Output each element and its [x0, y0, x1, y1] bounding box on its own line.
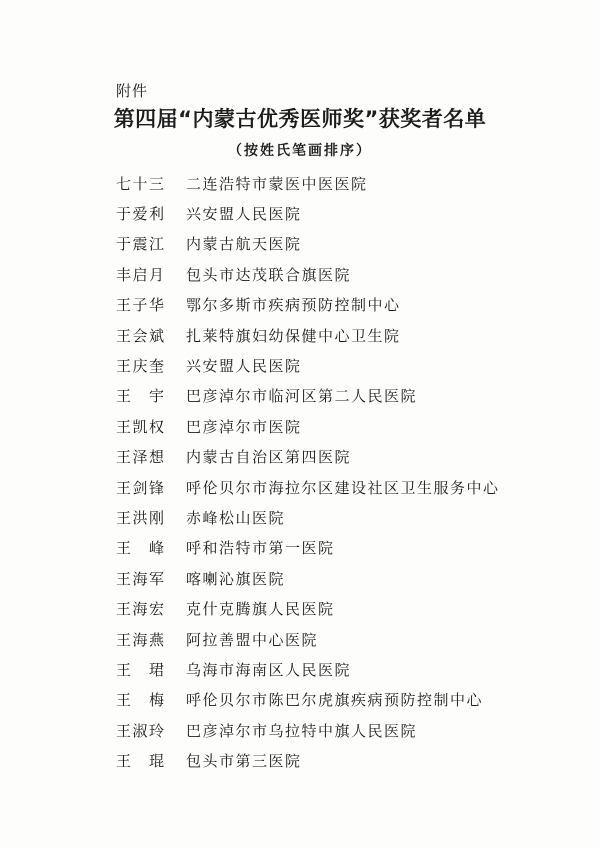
awardee-organization: 喀喇沁旗医院 — [186, 569, 286, 588]
list-item — [116, 381, 556, 411]
list-item — [116, 533, 556, 563]
list-item — [116, 472, 556, 502]
awardee-name: 王子华 — [116, 296, 166, 315]
list-item — [116, 442, 556, 472]
awardee-name: 王海燕 — [116, 630, 166, 649]
awardee-organization: 鄂尔多斯市疾病预防控制中心 — [186, 296, 401, 315]
list-item — [116, 290, 556, 320]
awardee-list — [116, 168, 556, 776]
list-item — [116, 259, 556, 289]
awardee-organization: 内蒙古航天医院 — [186, 235, 302, 254]
list-item — [116, 229, 556, 259]
list-item — [116, 624, 556, 654]
awardee-name: 王剑锋 — [116, 478, 166, 497]
awardee-organization: 扎莱特旗妇幼保健中心卫生院 — [186, 326, 401, 345]
awardee-name: 于震江 — [116, 235, 166, 254]
list-item — [116, 168, 556, 198]
awardee-name: 王庆奎 — [116, 357, 166, 376]
list-item — [116, 502, 556, 532]
awardee-organization: 呼伦贝尔市海拉尔区建设社区卫生服务中心 — [186, 478, 500, 497]
awardee-name: 王 峰 — [116, 539, 166, 558]
awardee-name: 王海宏 — [116, 600, 166, 619]
awardee-name: 王泽想 — [116, 448, 166, 467]
attachment-label: 附件 — [116, 82, 149, 100]
list-item — [116, 654, 556, 684]
list-item — [116, 715, 556, 745]
awardee-organization: 包头市达茂联合旗医院 — [186, 265, 352, 284]
awardee-organization: 二连浩特市蒙医中医医院 — [186, 174, 368, 193]
awardee-organization: 克什克腾旗人民医院 — [186, 600, 335, 619]
awardee-name: 王 梅 — [116, 691, 166, 710]
awardee-name: 王海军 — [116, 569, 166, 588]
awardee-organization: 呼伦贝尔市陈巴尔虎旗疾病预防控制中心 — [186, 691, 484, 710]
list-item — [116, 198, 556, 228]
awardee-organization: 兴安盟人民医院 — [186, 357, 302, 376]
awardee-name: 王会斌 — [116, 326, 166, 345]
awardee-organization: 兴安盟人民医院 — [186, 205, 302, 224]
awardee-organization: 乌海市海南区人民医院 — [186, 660, 352, 679]
list-item — [116, 411, 556, 441]
list-item — [116, 745, 556, 775]
awardee-organization: 巴彦淖尔市临河区第二人民医院 — [186, 387, 418, 406]
list-item — [116, 350, 556, 380]
list-item — [116, 685, 556, 715]
awardee-organization: 包头市第三医院 — [186, 752, 302, 771]
awardee-name: 王 琨 — [116, 752, 166, 771]
awardee-organization: 内蒙古自治区第四医院 — [186, 448, 352, 467]
awardee-name: 王淑玲 — [116, 721, 166, 740]
awardee-name: 王 珺 — [116, 660, 166, 679]
awardee-organization: 呼和浩特市第一医院 — [186, 539, 335, 558]
awardee-name: 王洪刚 — [116, 508, 166, 527]
list-item — [116, 593, 556, 623]
awardee-organization: 巴彦淖尔市乌拉特中旗人民医院 — [186, 721, 418, 740]
awardee-organization: 巴彦淖尔市医院 — [186, 417, 302, 436]
awardee-organization: 赤峰松山医院 — [186, 508, 286, 527]
awardee-name: 王 宇 — [116, 387, 166, 406]
awardee-name: 七十三 — [116, 174, 166, 193]
list-item — [116, 320, 556, 350]
awardee-name: 王凯权 — [116, 417, 166, 436]
list-item — [116, 563, 556, 593]
awardee-name: 丰启月 — [116, 265, 166, 284]
awardee-name: 于爱利 — [116, 205, 166, 224]
sort-note: （按姓氏笔画排序） — [228, 143, 372, 159]
awardee-organization: 阿拉善盟中心医院 — [186, 630, 319, 649]
page-title: 第四届“内蒙古优秀医师奖”获奖者名单 — [113, 107, 487, 131]
